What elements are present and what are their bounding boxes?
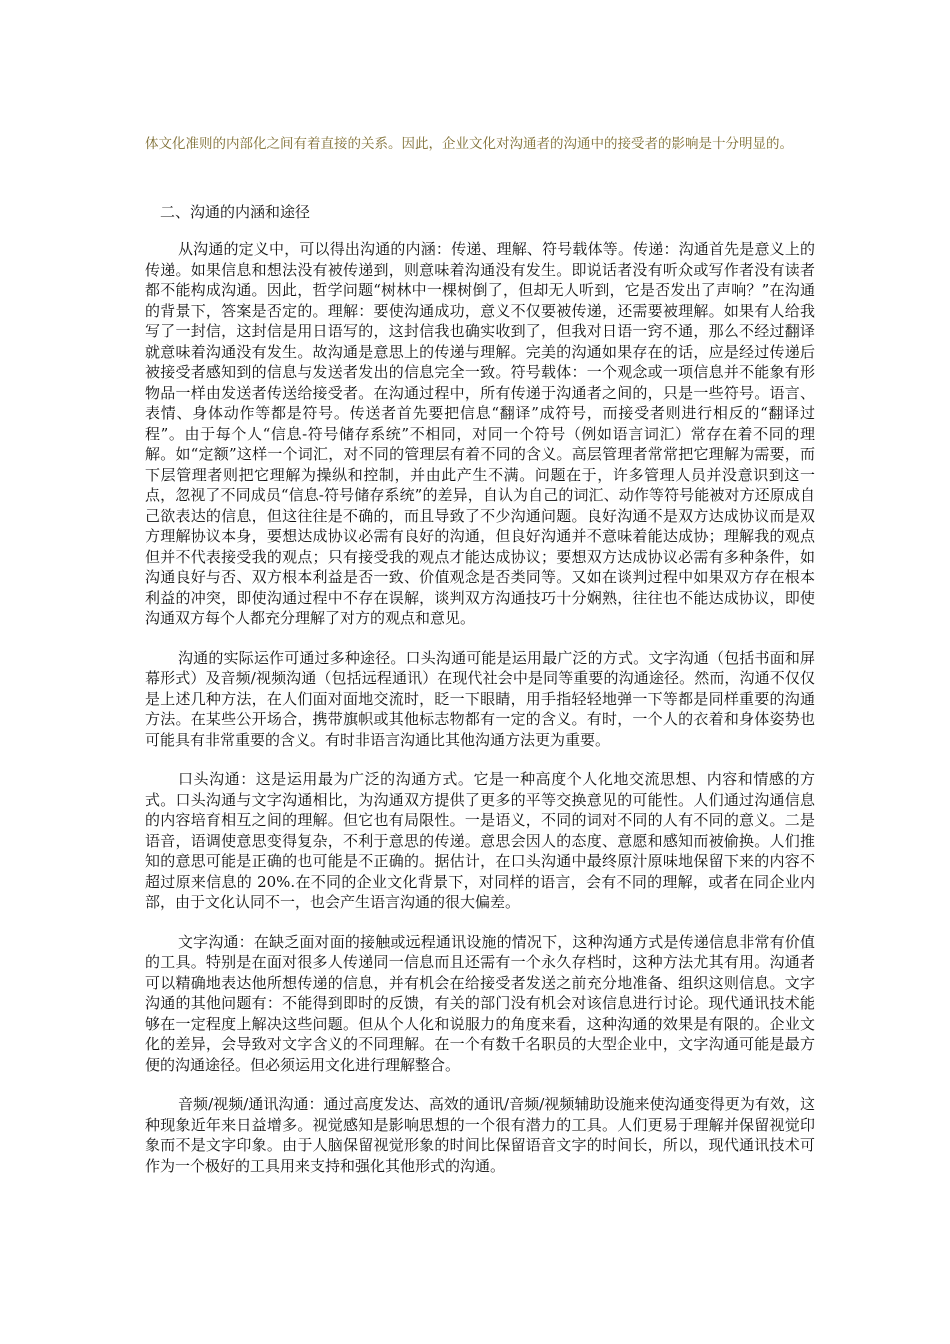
- body-text: [145, 239, 815, 1195]
- intro-paragraph: 体文化准则的内部化之间有着直接的关系。因此，企业文化对沟通者的沟通中的接受者的影响是十分明显的。: [145, 136, 793, 152]
- paragraph-oral-communication: 口头沟通：这是运用最为广泛的沟通方式。它是一种高度个人化地交流思想、内容和情感的方式。口头沟通与文字沟通相比，为沟通双方提供了更多的平等交换意见的可能性。人们通过沟通信息的内容培育相互之间的理解。但它也有局限性。一是语义，不同的词对不同的人有不同的意义。二是语音，语调使意思变得复杂，不利于意思的传递。意思会因人的态度、意愿和感知而被偷换。人们推知的意思可能是正确的也可能是不正确的。据估计，在口头沟通中最终原汁原味地保留下来的内容不超过原来信息的 20%.在不同的企业文化背景下，对同样的语言，会有不同的理解，或者在同企业内部，由于文化认同不一，也会产生语言沟通的很大偏差。: [145, 770, 815, 911]
- paragraph-communication-meaning: 从沟通的定义中，可以得出沟通的内涵：传递、理解、符号载体等。传递：沟通首先是意义上的传递。如果信息和想法没有被传递到，则意味着沟通没有发生。即说话者没有听众或写作者没有读者都不能构成沟通。因此，哲学问题“树林中一棵树倒了，但却无人听到，它是否发出了声响？”在沟通的背景下，答案是否定的。理解：要使沟通成功，意义不仅要被传递，还需要被理解。如果有人给我写了一封信，这封信是用日语写的，这封信我也确实收到了，但我对日语一窍不通，那么不经过翻译就意味着沟通没有发生。故沟通是意思上的传递与理解。完美的沟通如果存在的话，应是经过传递后被接受者感知到的信息与发送者发出的信息完全一致。符号载体：一个观念或一项信息并不能象有形物品一样由发送者传送给接受者。在沟通过程中，所有传递于沟通者之间的，只是一些符号。语言、表情、身体动作等都是符号。传送者首先要把信息“翻译”成符号，而接受者则进行相反的“翻译过程”。由于每个人“信息-符号储存系统”不相同，对同一个符号（例如语言词汇）常存在着不同的理解。如“定额”这样一个词汇，对不同的管理层有着不同的含义。高层管理者常常把它理解为需要，而下层管理者则把它理解为操纵和控制，并由此产生不满。问题在于，许多管理人员并没意识到这一点，忽视了不同成员“信息-符号储存系统”的差异，自认为自己的词汇、动作等符号能被对方还原成自己欲表达的信息，但这往往是不确的，而且导致了不少沟通问题。良好沟通不是双方达成协议而是双方理解协议本身，要想达成协议必需有良好的沟通，但良好沟通并不意味着能达成协；理解我的观点但并不代表接受我的观点；只有接受我的观点才能达成协议；要想双方达成协议必需有多种条件，如沟通良好与否、双方根本利益是否一致、价值观念是否类同等。又如在谈判过程中如果双方存在根本利益的冲突，即使沟通过程中不存在误解，谈判双方沟通技巧十分娴熟，往往也不能达成协议，即使沟通双方每个人都充分理解了对方的观点和意见。: [145, 240, 815, 627]
- section-heading: 二、沟通的内涵和途径: [160, 203, 311, 221]
- paragraph-av-communication: 音频/视频/通讯沟通：通过高度发达、高效的通讯/音频/视频辅助设施来使沟通变得更为有效，这种现象近年来日益增多。视觉感知是影响思想的一个很有潜力的工具。人们更易于理解并保留视觉印象而不是文字印象。由于人脑保留视觉形象的时间比保留语音文字的时间长，所以，现代通讯技术可作为一个极好的工具用来支持和强化其他形式的沟通。: [145, 1095, 815, 1175]
- paragraph-written-communication: 文字沟通：在缺乏面对面的接触或远程通讯设施的情况下，这种沟通方式是传递信息非常有价值的工具。特别是在面对很多人传递同一信息而且还需有一个永久存档时，这种方法尤其有用。沟通者可以精确地表达他所想传递的信息，并有机会在给接受者发送之前充分地准备、组织这则信息。文字沟通的其他问题有：不能得到即时的反馈，有关的部门没有机会对该信息进行讨论。现代通讯技术能够在一定程度上解决这些问题。但从个人化和说服力的角度来看，这种沟通的效果是有限的。企业文化的差异，会导致对文字含义的不同理解。在一个有数千名职员的大型企业中，文字沟通可能是最方便的沟通途径。但必须运用文化进行理解整合。: [145, 932, 815, 1074]
- paragraph-communication-channels: 沟通的实际运作可通过多种途径。口头沟通可能是运用最广泛的方式。文字沟通（包括书面和屏幕形式）及音频/视频沟通（包括远程通讯）在现代社会中是同等重要的沟通途径。然而，沟通不仅仅是上述几种方法，在人们面对面地交流时，眨一下眼睛，用手指轻轻地弹一下等都是同样重要的沟通方法。在某些公开场合，携带旗帜或其他标志物都有一定的含义。有时，一个人的衣着和身体姿势也可能具有非常重要的含义。有时非语言沟通比其他沟通方法更为重要。: [145, 648, 815, 749]
